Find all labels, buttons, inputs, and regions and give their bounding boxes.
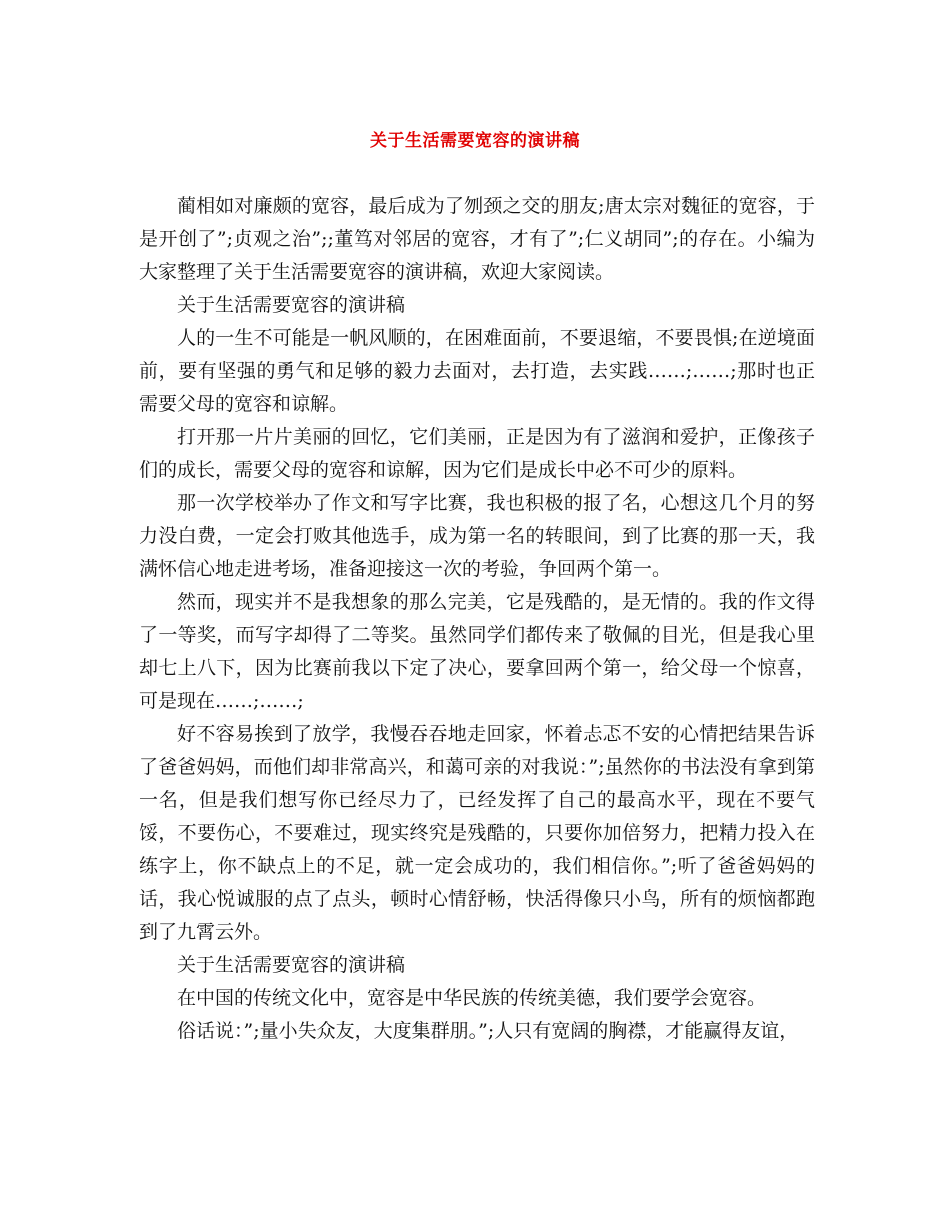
paragraph: 在中国的传统文化中，宽容是中华民族的传统美德，我们要学会宽容。 (177, 987, 767, 1009)
section-heading: 关于生活需要宽容的演讲稿 (177, 954, 406, 976)
paragraph: 俗话说：”;量小失众友，大度集群朋。”;人只有宽阔的胸襟，才能赢得友谊， (177, 1020, 799, 1042)
paragraph: 好不容易挨到了放学，我慢吞吞地走回家，怀着忐忑不安的心情把结果告诉了爸爸妈妈，而他们却非常高兴，和蔼可亲的对我说：”;虽然你的书法没有拿到第一名，但是我们想写你已经尽力了，已经发挥了自己的最高水平，现在不要气馁，不要伤心，不要难过，现实终究是残酷的，只要你加倍努力，把精力投入在练字上，你不缺点上的不足，就一定会成功的，我们相信你。”;听了爸爸妈妈的话，我心悦诚服的点了点头，顿时心情舒畅，快活得像只小鸟，所有的烦恼都跑到了九霄云外。 (139, 723, 815, 943)
document-body (139, 190, 815, 1048)
paragraph: 人的一生不可能是一帆风顺的，在困难面前，不要退缩，不要畏惧;在逆境面前，要有坚强的勇气和足够的毅力去面对，去打造，去实践……;……;那时也正需要父母的宽容和谅解。 (139, 327, 815, 415)
section-heading: 关于生活需要宽容的演讲稿 (177, 294, 406, 316)
paragraph: 打开那一片片美丽的回忆，它们美丽，正是因为有了滋润和爱护，正像孩子们的成长，需要父母的宽容和谅解，因为它们是成长中必不可少的原料。 (139, 426, 815, 481)
paragraph: 然而，现实并不是我想象的那么完美，它是残酷的，是无情的。我的作文得了一等奖，而写字却得了二等奖。虽然同学们都传来了敬佩的目光，但是我心里却七上八下，因为比赛前我以下定了决心，要拿回两个第一，给父母一个惊喜，可是现在……;……; (139, 591, 815, 712)
document-title: 关于生活需要宽容的演讲稿 (370, 131, 580, 151)
paragraph-intro: 蔺相如对廉颇的宽容，最后成为了刎颈之交的朋友;唐太宗对魏征的宽容，于是开创了”;贞观之治”;;董笃对邻居的宽容，才有了”;仁义胡同”;的存在。小编为大家整理了关于生活需要宽容的演讲稿，欢迎大家阅读。 (139, 195, 815, 283)
paragraph: 那一次学校举办了作文和写字比赛，我也积极的报了名，心想这几个月的努力没白费，一定会打败其他选手，成为第一名的转眼间，到了比赛的那一天，我满怀信心地走进考场，准备迎接这一次的考验，争回两个第一。 (139, 492, 815, 580)
